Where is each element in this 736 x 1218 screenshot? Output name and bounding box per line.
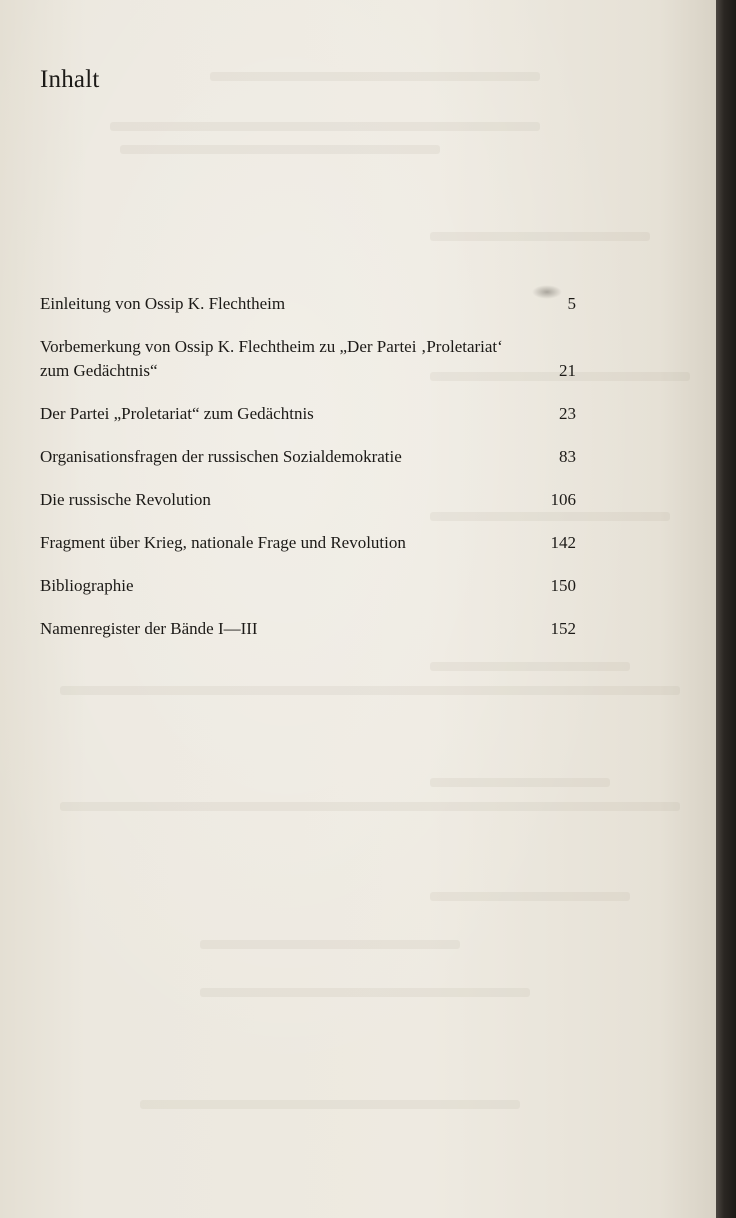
- page-heading: Inhalt: [40, 66, 100, 93]
- toc-entry-title: Der Partei „Proletariat“ zum Gedächtnis: [40, 404, 314, 423]
- toc-entry-page: 106: [550, 490, 576, 509]
- toc-entry-page: 23: [559, 404, 576, 423]
- toc-entry: [40, 574, 576, 598]
- toc-entry-page: 152: [550, 619, 576, 638]
- toc-entry-title: Organisationsfragen der russischen Sozialdemokratie: [40, 447, 402, 466]
- toc-entry-title: Vorbemerkung von Ossip K. Flechtheim zu „Der Partei ‚Proletariat‘ zum Gedächtnis“: [40, 337, 503, 380]
- toc-entry: [40, 488, 576, 512]
- toc-entry-title: Einleitung von Ossip K. Flechtheim: [40, 294, 286, 313]
- toc-entry: [40, 617, 576, 641]
- toc-entry-page: 142: [550, 533, 576, 552]
- toc-entry: [40, 402, 576, 426]
- toc-entry: [40, 531, 576, 555]
- table-of-contents: [40, 292, 576, 660]
- toc-entry: [40, 335, 576, 383]
- toc-entry-title: Die russische Revolution: [40, 490, 211, 509]
- toc-entry-title: Bibliographie: [40, 576, 134, 595]
- toc-entry: [40, 445, 576, 469]
- book-spine-edge: [716, 0, 736, 1218]
- toc-entry-page: 83: [559, 447, 576, 466]
- toc-entry-page: 21: [559, 361, 576, 380]
- toc-entry-page: 5: [567, 294, 576, 313]
- toc-entry-title: Fragment über Krieg, nationale Frage und Revolution: [40, 533, 406, 552]
- toc-entry-title: Namenregister der Bände I—III: [40, 619, 258, 638]
- toc-entry-page: 150: [550, 576, 576, 595]
- toc-entry: [40, 292, 576, 316]
